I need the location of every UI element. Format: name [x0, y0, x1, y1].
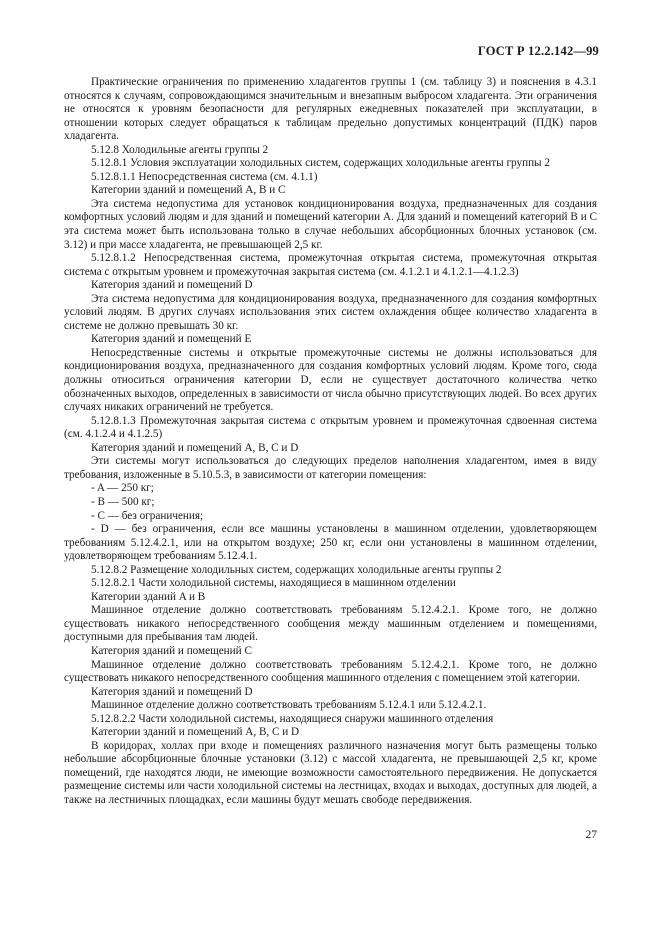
paragraph: Машинное отделение должно соответствовать требованиям 5.12.4.2.1. Кроме того, не должно существовать никакого непосредственного сообщения машинного отделения с помещением этой категории. — [64, 658, 597, 685]
page-body — [64, 76, 597, 808]
paragraph: Эти системы могут использоваться до следующих пределов наполнения хладагентом, имея в виду требования, изложенные в 5.10.5.3, в зависимости от категории помещения: — [64, 455, 597, 481]
list-item: - A — 250 кг; — [91, 482, 154, 495]
list-item: - C — без ограничения; — [91, 509, 204, 522]
section-heading: 5.12.8.1.1 Непосредственная система (см. 4.1.1) — [91, 170, 318, 183]
category-heading: Категория зданий и помещений D — [91, 685, 253, 698]
paragraph: Машинное отделение должно соответствовать требованиям 5.12.4.1 или 5.12.4.2.1. — [91, 699, 487, 712]
section-heading: 5.12.8.2.2 Части холодильной системы, находящиеся снаружи машинного отделения — [91, 712, 494, 725]
category-heading: Категории зданий и помещений A, B и C — [91, 184, 286, 197]
section-heading: 5.12.8.2.1 Части холодильной системы, находящиеся в машинном отделении — [91, 577, 456, 590]
category-heading: Категории зданий A и B — [91, 590, 206, 603]
section-heading: 5.12.8.1.3 Промежуточная закрытая система с открытым уровнем и промежуточная сдвоенная система (см. 4.1.2.4 и 4.1.2.5) — [64, 414, 597, 441]
paragraph: Эта система недопустима для кондиционирования воздуха, предназначенного для создания комфортных условий людям. В других случаях использования этих систем охлаждения общее количество хладагента в системе не должно превышать 30 кг. — [64, 292, 597, 332]
section-heading: 5.12.8.1.2 Непосредственная система, промежуточная открытая система, промежуточная открытая система с открытым уровнем и промежуточная закрытая система (см. 4.1.2.1 и 4.1.2.1—4.1.2.3) — [64, 252, 597, 278]
category-heading: Категории зданий и помещений A, B, C и D — [91, 726, 300, 739]
paragraph: Машинное отделение должно соответствовать требованиям 5.12.4.2.1. Кроме того, не должно существовать никакого непосредственного сообщения между машинным отделением и помещениями, доступными для пребывания там людей. — [64, 604, 597, 644]
paragraph: Непосредственные системы и открытые промежуточные системы не должны использоваться для кондиционирования воздуха, предназначенного для создания комфортных условий людям. Кроме того, сюда должны относиться ограничения категории D, если не существует достаточного количества четко обозначенных выходов, определенных в зависимости от числа обычно присутствующих людей. Во всех других случаях никаких ограничений не требуется. — [64, 346, 597, 414]
document-header: ГОСТ Р 12.2.142—99 — [477, 44, 599, 58]
category-heading: Категория зданий и помещений E — [91, 333, 252, 346]
category-heading: Категория зданий и помещений A, B, C и D — [91, 441, 299, 454]
list-item: - D — без ограничения, если все машины установлены в машинном отделении, удовлетворяющем требованиям 5.12.4.2.1, или на открытом воздухе; 250 кг, если они установлены в машинном отделении, удовлетворяющем требованиям 5.12.4.1. — [64, 523, 597, 563]
section-heading: 5.12.8.2 Размещение холодильных систем, содержащих холодильные агенты группы 2 — [91, 563, 502, 576]
paragraph: В коридорах, холлах при входе и помещениях различного назначения могут быть размещены только небольшие абсорбционные блочные установки (3.12) с массой хладагента, не превышающей 2,5 кг, кроме помещений, где находятся люди, не имеющие возможности самостоятельного передвижения. Не допускается размещение системы или части холодильной системы на лестницах, входах и выходах, доступных для людей, а также на лестничных площадках, если машины будут мешать свободе передвижения. — [64, 739, 597, 806]
category-heading: Категория зданий и помещений C — [91, 644, 252, 657]
section-heading: 5.12.8.1 Условия эксплуатации холодильных систем, содержащих холодильные агенты группы 2 — [91, 157, 550, 170]
section-heading: 5.12.8 Холодильные агенты группы 2 — [91, 143, 269, 156]
paragraph: Эта система недопустима для установок кондиционирования воздуха, предназначенных для создания комфортных условий людям и для зданий и помещений категории A. Для зданий и помещений категорий B и C эта система может быть использована только в случае небольших абсорбционных блочных установок (см. 3.12) и при массе хладагента, не превышающей 2,5 кг. — [64, 197, 597, 251]
list-item: - B — 500 кг; — [91, 495, 155, 508]
page-number: 27 — [585, 829, 597, 841]
category-heading: Категория зданий и помещений D — [91, 279, 253, 292]
paragraph: Практические ограничения по применению хладагентов группы 1 (см. таблицу 3) и пояснения в 4.3.1 относятся к случаям, сопровождающимся значительным и внезапным выбросом хладагента. Эти ограничения не относятся к уровням безопасности для регулярных ежедневных показателей при эксплуатации, в отношении которых следует обращаться к таблицам предельно допустимых концентраций (ПДК) паров хладагента. — [64, 76, 597, 143]
